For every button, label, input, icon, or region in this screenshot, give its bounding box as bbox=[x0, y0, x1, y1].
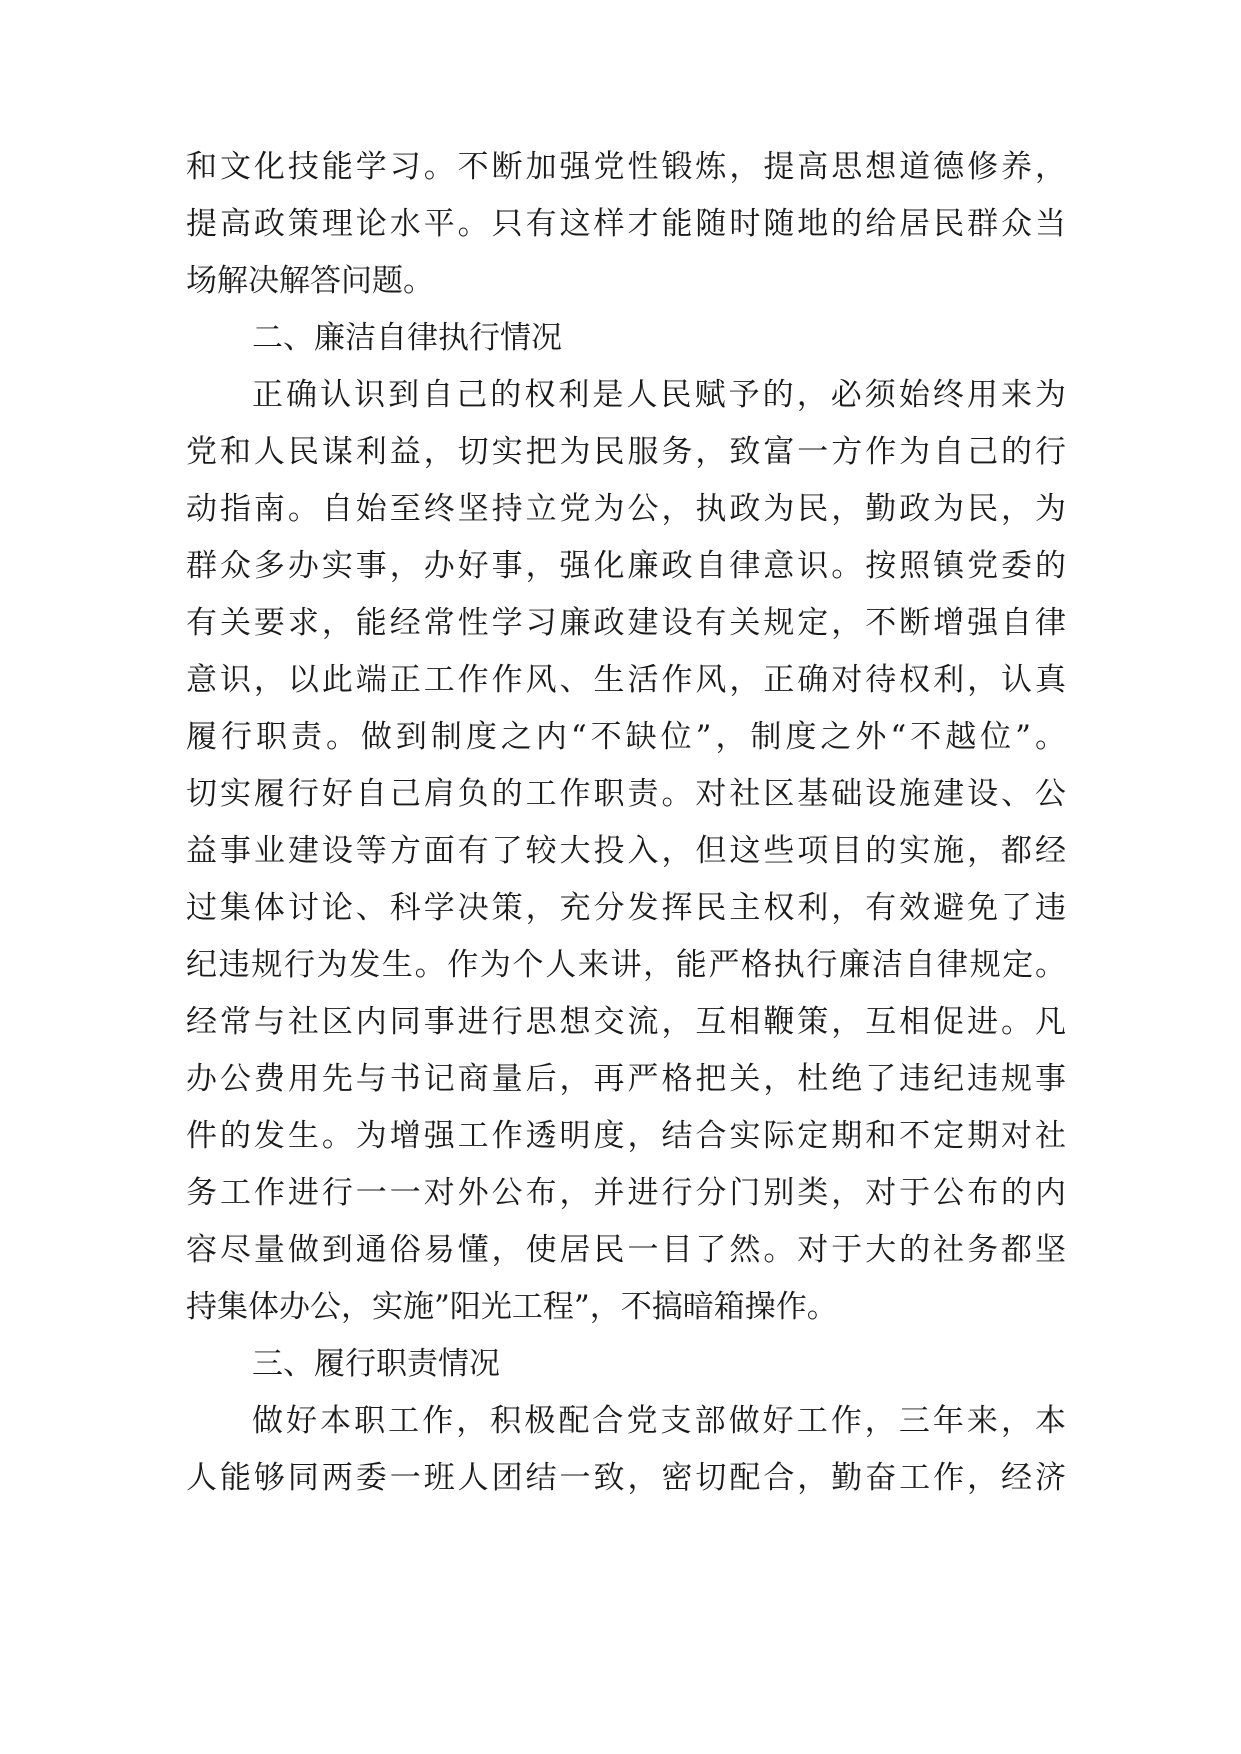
text-line: 有关要求，能经常性学习廉政建设有关规定，不断增强自律 bbox=[186, 605, 1066, 641]
text-line: 纪违规行为发生。作为个人来讲，能严格执行廉洁自律规定。 bbox=[186, 947, 1066, 983]
text-line: 持集体办公，实施”阳光工程”，不搞暗箱操作。 bbox=[186, 1289, 838, 1325]
text-line: 场解决解答问题。 bbox=[186, 263, 434, 299]
text-line: 做好本职工作，积极配合党支部做好工作，三年来，本 bbox=[252, 1403, 1066, 1439]
text-line: 群众多办实事，办好事，强化廉政自律意识。按照镇党委的 bbox=[186, 548, 1066, 584]
text-line: 人能够同两委一班人团结一致，密切配合，勤奋工作，经济 bbox=[186, 1460, 1066, 1496]
text-line: 提高政策理论水平。只有这样才能随时随地的给居民群众当 bbox=[186, 206, 1066, 242]
text-line: 办公费用先与书记商量后，再严格把关，杜绝了违纪违规事 bbox=[186, 1061, 1066, 1097]
text-line: 经常与社区内同事进行思想交流，互相鞭策，互相促进。凡 bbox=[186, 1004, 1066, 1040]
section-heading: 三、履行职责情况 bbox=[252, 1346, 500, 1382]
text-line: 切实履行好自己肩负的工作职责。对社区基础设施建设、公 bbox=[186, 776, 1066, 812]
text-line: 党和人民谋利益，切实把为民服务，致富一方作为自己的行 bbox=[186, 434, 1066, 470]
text-line: 容尽量做到通俗易懂，使居民一目了然。对于大的社务都坚 bbox=[186, 1232, 1066, 1268]
text-line: 过集体讨论、科学决策，充分发挥民主权利，有效避免了违 bbox=[186, 890, 1066, 926]
text-line: 意识，以此端正工作作风、生活作风，正确对待权利，认真 bbox=[186, 662, 1066, 698]
text-line: 务工作进行一一对外公布，并进行分门别类，对于公布的内 bbox=[186, 1175, 1066, 1211]
text-line: 动指南。自始至终坚持立党为公，执政为民，勤政为民，为 bbox=[186, 491, 1066, 527]
text-line: 件的发生。为增强工作透明度，结合实际定期和不定期对社 bbox=[186, 1118, 1066, 1154]
text-line: 履行职责。做到制度之内“不缺位”，制度之外“不越位”。 bbox=[186, 719, 1066, 755]
text-line: 和文化技能学习。不断加强党性锻炼，提高思想道德修养， bbox=[186, 149, 1066, 185]
section-heading: 二、廉洁自律执行情况 bbox=[252, 320, 562, 356]
text-line: 正确认识到自己的权利是人民赋予的，必须始终用来为 bbox=[252, 377, 1066, 413]
text-line: 益事业建设等方面有了较大投入，但这些项目的实施，都经 bbox=[186, 833, 1066, 869]
